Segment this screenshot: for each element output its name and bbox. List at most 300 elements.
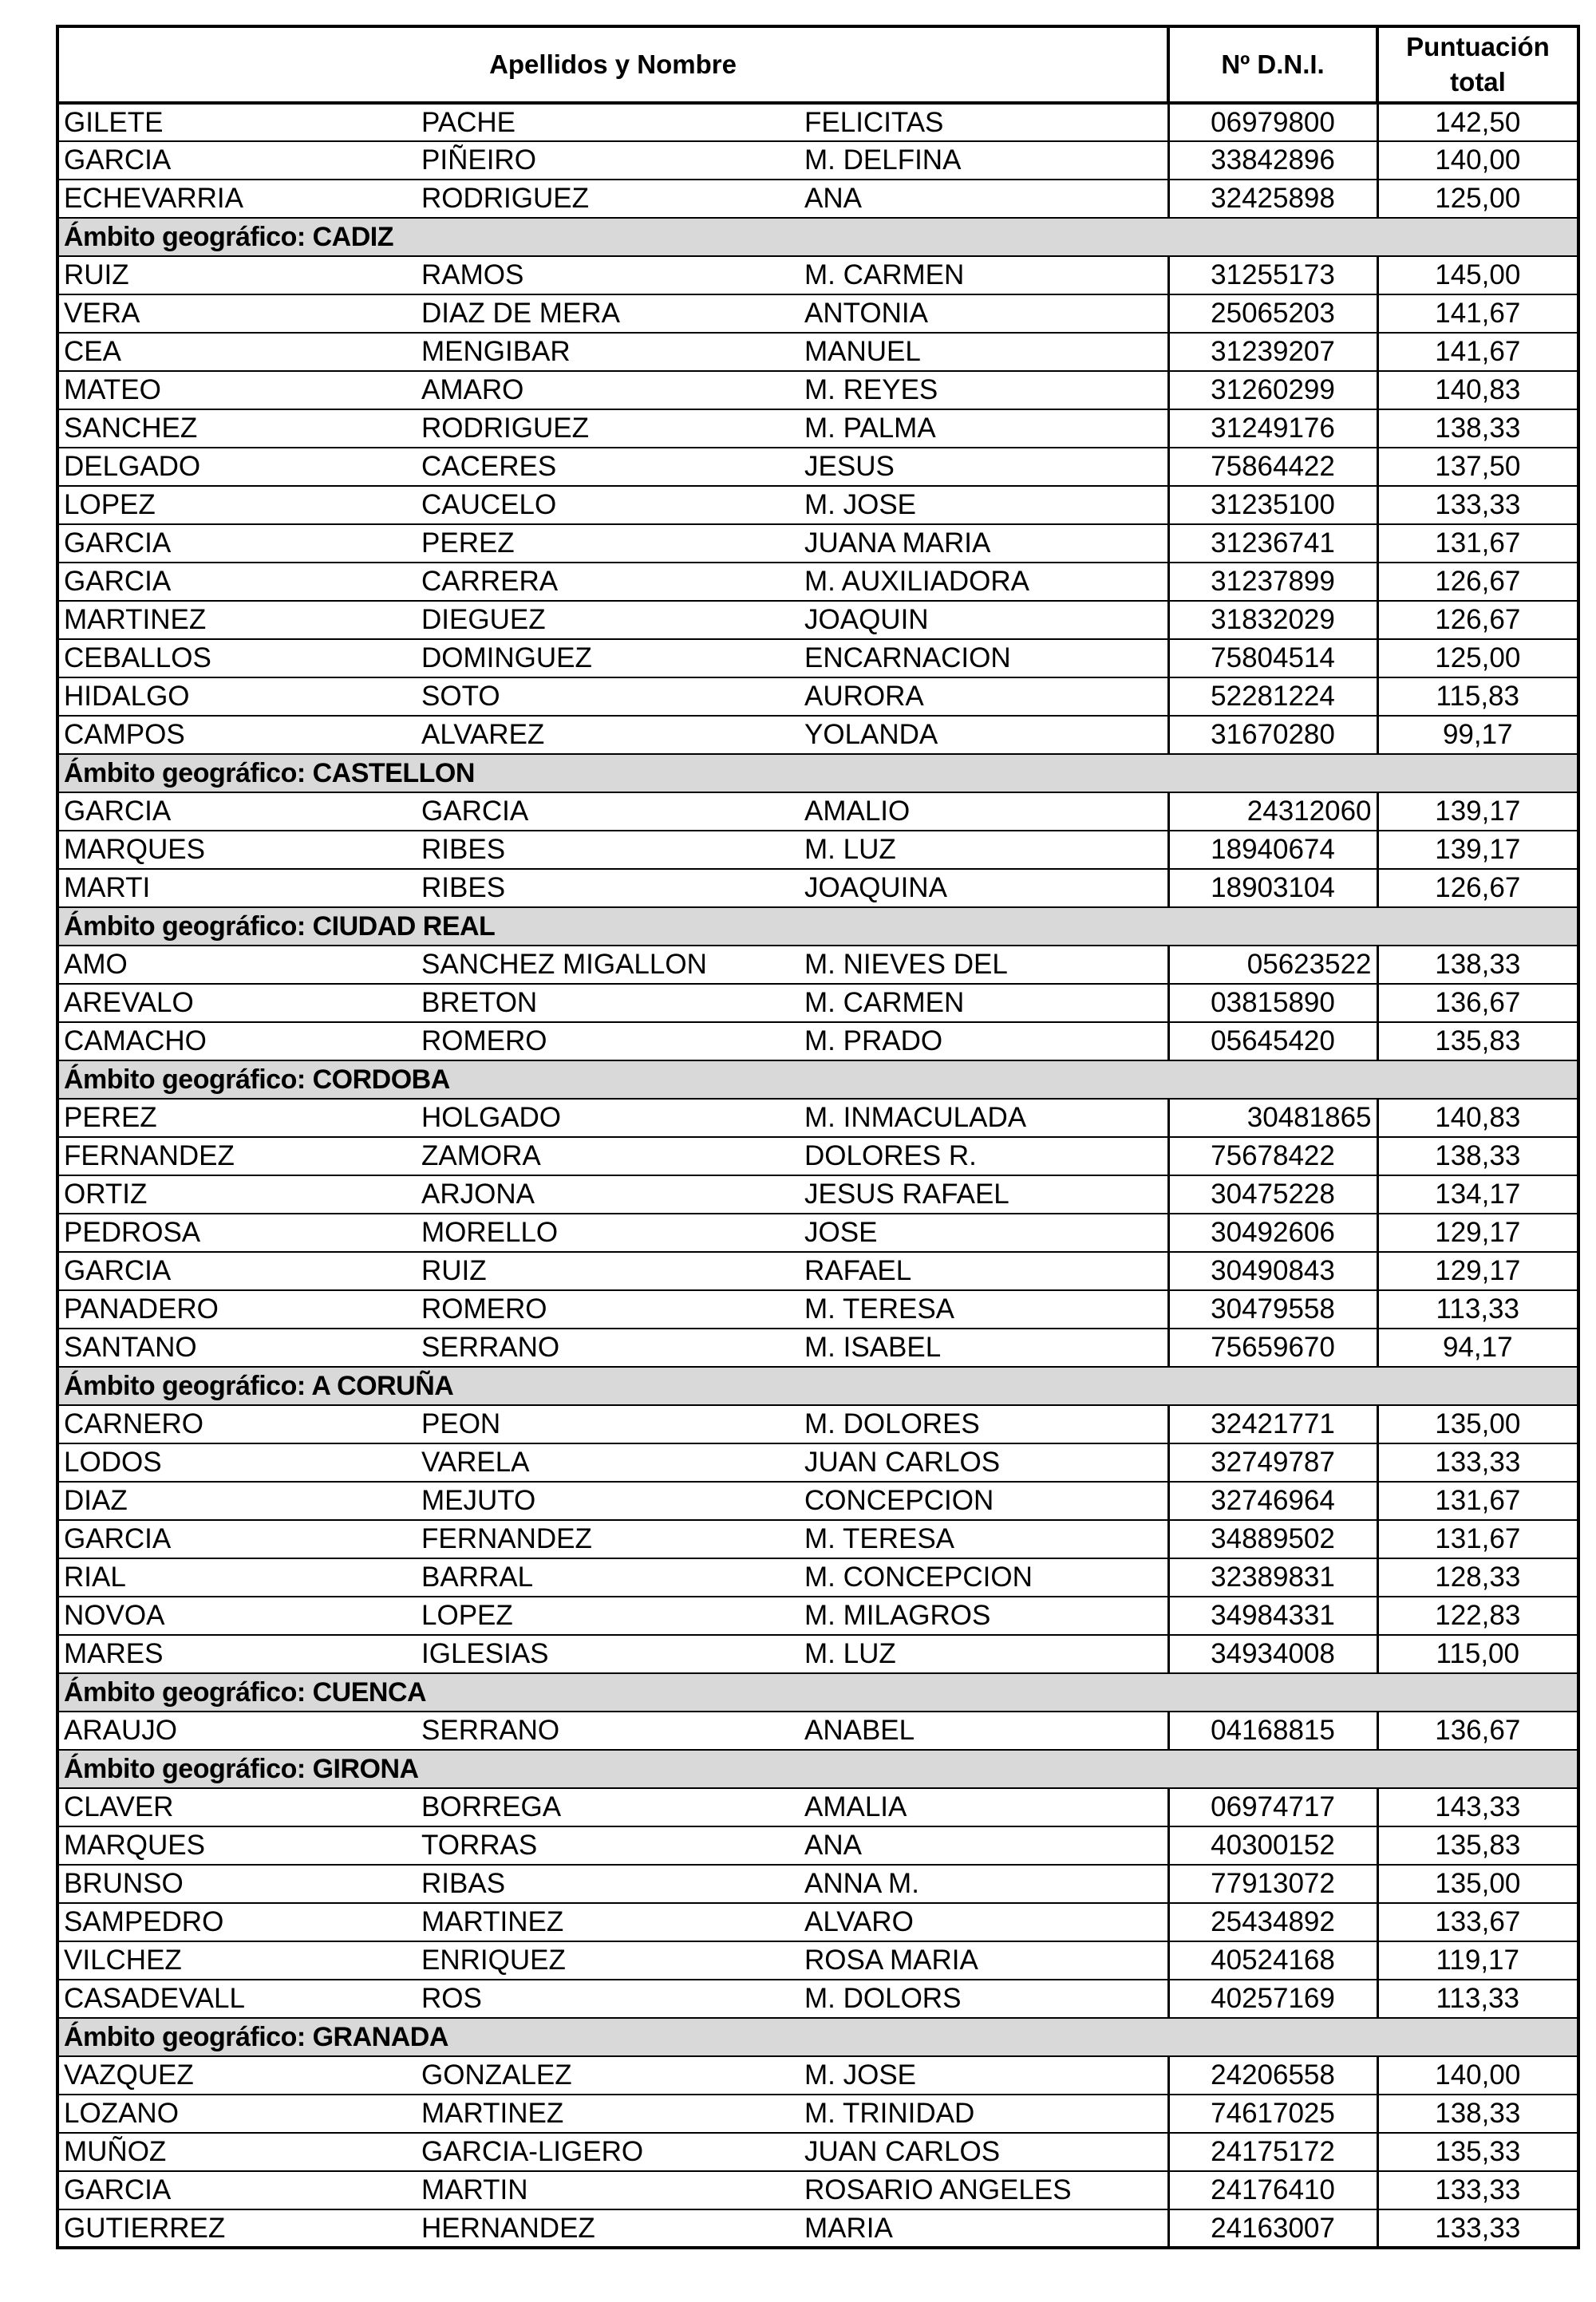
surname-2-cell: BORREGA xyxy=(417,1788,800,1826)
table-row xyxy=(57,409,1578,448)
surname-1-cell: MARTI xyxy=(57,869,417,907)
section-header-row xyxy=(57,1673,1578,1712)
surname-2-cell: PIÑEIRO xyxy=(417,141,800,180)
surname-2-cell: DOMINGUEZ xyxy=(417,639,800,677)
score-cell: 129,17 xyxy=(1377,1214,1578,1252)
surname-1-cell: MARQUES xyxy=(57,831,417,869)
candidates-table xyxy=(56,25,1580,2249)
surname-1-cell: MARES xyxy=(57,1635,417,1673)
surname-1-cell: AMO xyxy=(57,946,417,984)
dni-cell: 31260299 xyxy=(1168,371,1377,409)
surname-2-cell: RODRIGUEZ xyxy=(417,409,800,448)
section-header-row xyxy=(57,754,1578,792)
dni-cell: 31255173 xyxy=(1168,256,1377,294)
given-name-cell: JESUS RAFAEL xyxy=(800,1175,1168,1214)
given-name-cell: AMALIO xyxy=(800,792,1168,831)
table-row xyxy=(57,524,1578,563)
given-name-cell: CONCEPCION xyxy=(800,1482,1168,1520)
surname-2-cell: BRETON xyxy=(417,984,800,1022)
surname-2-cell: GARCIA-LIGERO xyxy=(417,2133,800,2171)
surname-2-cell: FERNANDEZ xyxy=(417,1520,800,1558)
score-cell: 139,17 xyxy=(1377,831,1578,869)
dni-cell: 30490843 xyxy=(1168,1252,1377,1290)
table-row xyxy=(57,1980,1578,2018)
table-row xyxy=(57,103,1578,141)
score-cell: 135,83 xyxy=(1377,1022,1578,1060)
table-row xyxy=(57,256,1578,294)
score-cell: 119,17 xyxy=(1377,1941,1578,1980)
score-cell: 113,33 xyxy=(1377,1290,1578,1329)
score-cell: 145,00 xyxy=(1377,256,1578,294)
score-cell: 125,00 xyxy=(1377,639,1578,677)
surname-1-cell: VAZQUEZ xyxy=(57,2056,417,2095)
surname-1-cell: PANADERO xyxy=(57,1290,417,1329)
score-cell: 126,67 xyxy=(1377,563,1578,601)
score-cell: 141,67 xyxy=(1377,294,1578,333)
dni-cell: 77913072 xyxy=(1168,1865,1377,1903)
given-name-cell: M. TERESA xyxy=(800,1290,1168,1329)
table-row xyxy=(57,1788,1578,1826)
surname-1-cell: LOZANO xyxy=(57,2095,417,2133)
surname-1-cell: LOPEZ xyxy=(57,486,417,524)
surname-1-cell: NOVOA xyxy=(57,1597,417,1635)
section-label: Ámbito geográfico: CORDOBA xyxy=(57,1060,1578,1099)
dni-cell: 33842896 xyxy=(1168,141,1377,180)
surname-1-cell: BRUNSO xyxy=(57,1865,417,1903)
score-cell: 94,17 xyxy=(1377,1329,1578,1367)
score-cell: 115,83 xyxy=(1377,677,1578,716)
table-row xyxy=(57,333,1578,371)
section-header-row xyxy=(57,1367,1578,1405)
table-row xyxy=(57,869,1578,907)
section-label: Ámbito geográfico: CIUDAD REAL xyxy=(57,907,1578,946)
surname-1-cell: MUÑOZ xyxy=(57,2133,417,2171)
surname-1-cell: SANTANO xyxy=(57,1329,417,1367)
score-cell: 131,67 xyxy=(1377,1520,1578,1558)
surname-1-cell: GARCIA xyxy=(57,563,417,601)
surname-2-cell: RODRIGUEZ xyxy=(417,180,800,218)
surname-2-cell: ENRIQUEZ xyxy=(417,1941,800,1980)
surname-2-cell: RUIZ xyxy=(417,1252,800,1290)
given-name-cell: M. CONCEPCION xyxy=(800,1558,1168,1597)
given-name-cell: ANA xyxy=(800,1826,1168,1865)
surname-2-cell: BARRAL xyxy=(417,1558,800,1597)
surname-1-cell: CEA xyxy=(57,333,417,371)
surname-2-cell: AMARO xyxy=(417,371,800,409)
surname-2-cell: MEJUTO xyxy=(417,1482,800,1520)
surname-2-cell: PACHE xyxy=(417,103,800,141)
given-name-cell: MARIA xyxy=(800,2209,1168,2248)
score-cell: 131,67 xyxy=(1377,1482,1578,1520)
surname-1-cell: GARCIA xyxy=(57,141,417,180)
dni-cell: 75804514 xyxy=(1168,639,1377,677)
surname-2-cell: DIAZ DE MERA xyxy=(417,294,800,333)
surname-1-cell: ARAUJO xyxy=(57,1712,417,1750)
dni-cell: 30492606 xyxy=(1168,1214,1377,1252)
surname-1-cell: GUTIERREZ xyxy=(57,2209,417,2248)
surname-1-cell: CLAVER xyxy=(57,1788,417,1826)
table-row xyxy=(57,1903,1578,1941)
given-name-cell: JUAN CARLOS xyxy=(800,1443,1168,1482)
table-row xyxy=(57,1597,1578,1635)
surname-2-cell: RAMOS xyxy=(417,256,800,294)
given-name-cell: JESUS xyxy=(800,448,1168,486)
given-name-cell: RAFAEL xyxy=(800,1252,1168,1290)
given-name-cell: M. DELFINA xyxy=(800,141,1168,180)
surname-1-cell: VILCHEZ xyxy=(57,1941,417,1980)
surname-2-cell: CARRERA xyxy=(417,563,800,601)
dni-cell: 31236741 xyxy=(1168,524,1377,563)
score-cell: 138,33 xyxy=(1377,1137,1578,1175)
table-row xyxy=(57,1022,1578,1060)
table-row xyxy=(57,563,1578,601)
surname-1-cell: RUIZ xyxy=(57,256,417,294)
score-cell: 139,17 xyxy=(1377,792,1578,831)
surname-1-cell: ORTIZ xyxy=(57,1175,417,1214)
table-row xyxy=(57,1252,1578,1290)
table-row xyxy=(57,2171,1578,2209)
surname-1-cell: CAMPOS xyxy=(57,716,417,754)
table-row xyxy=(57,1558,1578,1597)
dni-cell: 40257169 xyxy=(1168,1980,1377,2018)
surname-1-cell: MARQUES xyxy=(57,1826,417,1865)
table-row xyxy=(57,984,1578,1022)
score-cell: 115,00 xyxy=(1377,1635,1578,1673)
score-cell: 143,33 xyxy=(1377,1788,1578,1826)
surname-1-cell: CARNERO xyxy=(57,1405,417,1443)
dni-cell: 03815890 xyxy=(1168,984,1377,1022)
score-cell: 133,33 xyxy=(1377,2171,1578,2209)
header-dni: Nº D.N.I. xyxy=(1168,26,1377,103)
table-row xyxy=(57,2056,1578,2095)
surname-2-cell: IGLESIAS xyxy=(417,1635,800,1673)
surname-1-cell: LODOS xyxy=(57,1443,417,1482)
table-row xyxy=(57,1865,1578,1903)
section-header-row xyxy=(57,218,1578,256)
surname-1-cell: GARCIA xyxy=(57,1252,417,1290)
given-name-cell: M. LUZ xyxy=(800,831,1168,869)
given-name-cell: ANABEL xyxy=(800,1712,1168,1750)
given-name-cell: M. CARMEN xyxy=(800,984,1168,1022)
surname-2-cell: SANCHEZ MIGALLON xyxy=(417,946,800,984)
header-score: Puntuación total xyxy=(1377,26,1578,103)
surname-2-cell: MORELLO xyxy=(417,1214,800,1252)
surname-2-cell: ALVAREZ xyxy=(417,716,800,754)
table-row xyxy=(57,180,1578,218)
score-cell: 141,67 xyxy=(1377,333,1578,371)
table-row xyxy=(57,141,1578,180)
table-row xyxy=(57,1443,1578,1482)
surname-1-cell: GARCIA xyxy=(57,524,417,563)
score-cell: 126,67 xyxy=(1377,601,1578,639)
surname-2-cell: HOLGADO xyxy=(417,1099,800,1137)
table-row xyxy=(57,1482,1578,1520)
dni-cell: 24163007 xyxy=(1168,2209,1377,2248)
dni-cell: 30475228 xyxy=(1168,1175,1377,1214)
dni-cell: 34889502 xyxy=(1168,1520,1377,1558)
given-name-cell: M. PRADO xyxy=(800,1022,1168,1060)
score-cell: 99,17 xyxy=(1377,716,1578,754)
dni-cell: 05623522 xyxy=(1168,946,1377,984)
given-name-cell: M. DOLORES xyxy=(800,1405,1168,1443)
surname-2-cell: VARELA xyxy=(417,1443,800,1482)
score-cell: 126,67 xyxy=(1377,869,1578,907)
given-name-cell: MANUEL xyxy=(800,333,1168,371)
surname-2-cell: DIEGUEZ xyxy=(417,601,800,639)
dni-cell: 31235100 xyxy=(1168,486,1377,524)
dni-cell: 75864422 xyxy=(1168,448,1377,486)
score-cell: 135,83 xyxy=(1377,1826,1578,1865)
score-cell: 142,50 xyxy=(1377,103,1578,141)
table-row xyxy=(57,2133,1578,2171)
section-label: Ámbito geográfico: GRANADA xyxy=(57,2018,1578,2056)
given-name-cell: M. TERESA xyxy=(800,1520,1168,1558)
surname-1-cell: VERA xyxy=(57,294,417,333)
surname-1-cell: GARCIA xyxy=(57,2171,417,2209)
header-name: Apellidos y Nombre xyxy=(57,26,1168,103)
dni-cell: 32421771 xyxy=(1168,1405,1377,1443)
dni-cell: 04168815 xyxy=(1168,1712,1377,1750)
given-name-cell: ROSARIO ANGELES xyxy=(800,2171,1168,2209)
dni-cell: 75678422 xyxy=(1168,1137,1377,1175)
given-name-cell: M. LUZ xyxy=(800,1635,1168,1673)
section-label: Ámbito geográfico: A CORUÑA xyxy=(57,1367,1578,1405)
surname-1-cell: CAMACHO xyxy=(57,1022,417,1060)
dni-cell: 32389831 xyxy=(1168,1558,1377,1597)
surname-1-cell: AREVALO xyxy=(57,984,417,1022)
given-name-cell: M. NIEVES DEL xyxy=(800,946,1168,984)
score-cell: 138,33 xyxy=(1377,409,1578,448)
dni-cell: 30479558 xyxy=(1168,1290,1377,1329)
dni-cell: 31239207 xyxy=(1168,333,1377,371)
section-header-row xyxy=(57,907,1578,946)
table-row xyxy=(57,1099,1578,1137)
given-name-cell: M. TRINIDAD xyxy=(800,2095,1168,2133)
dni-cell: 31832029 xyxy=(1168,601,1377,639)
surname-1-cell: GARCIA xyxy=(57,792,417,831)
given-name-cell: DOLORES R. xyxy=(800,1137,1168,1175)
given-name-cell: M. AUXILIADORA xyxy=(800,563,1168,601)
dni-cell: 32749787 xyxy=(1168,1443,1377,1482)
score-cell: 138,33 xyxy=(1377,2095,1578,2133)
surname-1-cell: GARCIA xyxy=(57,1520,417,1558)
given-name-cell: ANA xyxy=(800,180,1168,218)
given-name-cell: M. MILAGROS xyxy=(800,1597,1168,1635)
surname-1-cell: FERNANDEZ xyxy=(57,1137,417,1175)
given-name-cell: JOSE xyxy=(800,1214,1168,1252)
given-name-cell: AURORA xyxy=(800,677,1168,716)
score-cell: 135,00 xyxy=(1377,1405,1578,1443)
surname-1-cell: PEREZ xyxy=(57,1099,417,1137)
given-name-cell: M. REYES xyxy=(800,371,1168,409)
given-name-cell: M. JOSE xyxy=(800,486,1168,524)
table-row xyxy=(57,1635,1578,1673)
dni-cell: 25065203 xyxy=(1168,294,1377,333)
score-cell: 131,67 xyxy=(1377,524,1578,563)
score-cell: 136,67 xyxy=(1377,984,1578,1022)
score-cell: 133,33 xyxy=(1377,2209,1578,2248)
score-cell: 133,67 xyxy=(1377,1903,1578,1941)
score-cell: 140,00 xyxy=(1377,141,1578,180)
score-cell: 128,33 xyxy=(1377,1558,1578,1597)
surname-1-cell: DELGADO xyxy=(57,448,417,486)
table-row xyxy=(57,792,1578,831)
surname-1-cell: CASADEVALL xyxy=(57,1980,417,2018)
given-name-cell: ENCARNACION xyxy=(800,639,1168,677)
surname-2-cell: MARTINEZ xyxy=(417,2095,800,2133)
dni-cell: 25434892 xyxy=(1168,1903,1377,1941)
surname-2-cell: HERNANDEZ xyxy=(417,2209,800,2248)
dni-cell: 40300152 xyxy=(1168,1826,1377,1865)
table-row xyxy=(57,1137,1578,1175)
surname-2-cell: ROMERO xyxy=(417,1290,800,1329)
table-row xyxy=(57,1290,1578,1329)
dni-cell: 40524168 xyxy=(1168,1941,1377,1980)
given-name-cell: YOLANDA xyxy=(800,716,1168,754)
table-row xyxy=(57,371,1578,409)
surname-2-cell: TORRAS xyxy=(417,1826,800,1865)
score-cell: 138,33 xyxy=(1377,946,1578,984)
score-cell: 136,67 xyxy=(1377,1712,1578,1750)
score-cell: 140,83 xyxy=(1377,1099,1578,1137)
given-name-cell: ALVARO xyxy=(800,1903,1168,1941)
section-header-row xyxy=(57,1750,1578,1788)
surname-2-cell: PEREZ xyxy=(417,524,800,563)
score-cell: 134,17 xyxy=(1377,1175,1578,1214)
surname-1-cell: MATEO xyxy=(57,371,417,409)
dni-cell: 52281224 xyxy=(1168,677,1377,716)
surname-2-cell: CAUCELO xyxy=(417,486,800,524)
surname-1-cell: DIAZ xyxy=(57,1482,417,1520)
surname-2-cell: ROS xyxy=(417,1980,800,2018)
table-row xyxy=(57,831,1578,869)
given-name-cell: FELICITAS xyxy=(800,103,1168,141)
table-row xyxy=(57,1826,1578,1865)
surname-1-cell: ECHEVARRIA xyxy=(57,180,417,218)
given-name-cell: ANNA M. xyxy=(800,1865,1168,1903)
dni-cell: 34934008 xyxy=(1168,1635,1377,1673)
given-name-cell: ANTONIA xyxy=(800,294,1168,333)
score-cell: 135,33 xyxy=(1377,2133,1578,2171)
score-cell: 125,00 xyxy=(1377,180,1578,218)
surname-1-cell: MARTINEZ xyxy=(57,601,417,639)
dni-cell: 05645420 xyxy=(1168,1022,1377,1060)
score-cell: 133,33 xyxy=(1377,486,1578,524)
surname-1-cell: SANCHEZ xyxy=(57,409,417,448)
score-cell: 113,33 xyxy=(1377,1980,1578,2018)
score-cell: 133,33 xyxy=(1377,1443,1578,1482)
table-row xyxy=(57,946,1578,984)
dni-cell: 18903104 xyxy=(1168,869,1377,907)
surname-2-cell: ARJONA xyxy=(417,1175,800,1214)
dni-cell: 24206558 xyxy=(1168,2056,1377,2095)
table-row xyxy=(57,1520,1578,1558)
section-label: Ámbito geográfico: CADIZ xyxy=(57,218,1578,256)
table-header-row xyxy=(57,26,1578,103)
dni-cell: 24175172 xyxy=(1168,2133,1377,2171)
table-row xyxy=(57,2209,1578,2248)
surname-2-cell: LOPEZ xyxy=(417,1597,800,1635)
surname-2-cell: SOTO xyxy=(417,677,800,716)
score-cell: 137,50 xyxy=(1377,448,1578,486)
given-name-cell: M. PALMA xyxy=(800,409,1168,448)
given-name-cell: M. CARMEN xyxy=(800,256,1168,294)
table-body xyxy=(57,103,1578,2248)
given-name-cell: ROSA MARIA xyxy=(800,1941,1168,1980)
table-row xyxy=(57,1712,1578,1750)
surname-2-cell: MARTIN xyxy=(417,2171,800,2209)
section-header-row xyxy=(57,1060,1578,1099)
surname-1-cell: CEBALLOS xyxy=(57,639,417,677)
table-row xyxy=(57,1329,1578,1367)
section-label: Ámbito geográfico: GIRONA xyxy=(57,1750,1578,1788)
section-label: Ámbito geográfico: CASTELLON xyxy=(57,754,1578,792)
surname-2-cell: ROMERO xyxy=(417,1022,800,1060)
surname-2-cell: SERRANO xyxy=(417,1712,800,1750)
given-name-cell: JUANA MARIA xyxy=(800,524,1168,563)
dni-cell: 24312060 xyxy=(1168,792,1377,831)
dni-cell: 74617025 xyxy=(1168,2095,1377,2133)
dni-cell: 30481865 xyxy=(1168,1099,1377,1137)
given-name-cell: M. ISABEL xyxy=(800,1329,1168,1367)
given-name-cell: M. DOLORS xyxy=(800,1980,1168,2018)
given-name-cell: JOAQUINA xyxy=(800,869,1168,907)
table-row xyxy=(57,1405,1578,1443)
surname-1-cell: SAMPEDRO xyxy=(57,1903,417,1941)
dni-cell: 06979800 xyxy=(1168,103,1377,141)
surname-2-cell: RIBES xyxy=(417,831,800,869)
surname-2-cell: GONZALEZ xyxy=(417,2056,800,2095)
score-cell: 140,83 xyxy=(1377,371,1578,409)
dni-cell: 32425898 xyxy=(1168,180,1377,218)
dni-cell: 34984331 xyxy=(1168,1597,1377,1635)
table-row xyxy=(57,1175,1578,1214)
table-row xyxy=(57,448,1578,486)
surname-1-cell: PEDROSA xyxy=(57,1214,417,1252)
surname-2-cell: SERRANO xyxy=(417,1329,800,1367)
surname-2-cell: RIBAS xyxy=(417,1865,800,1903)
table-row xyxy=(57,486,1578,524)
table-row xyxy=(57,1214,1578,1252)
table-row xyxy=(57,601,1578,639)
given-name-cell: M. JOSE xyxy=(800,2056,1168,2095)
surname-2-cell: MENGIBAR xyxy=(417,333,800,371)
surname-2-cell: RIBES xyxy=(417,869,800,907)
dni-cell: 18940674 xyxy=(1168,831,1377,869)
surname-2-cell: PEON xyxy=(417,1405,800,1443)
surname-1-cell: RIAL xyxy=(57,1558,417,1597)
surname-2-cell: ZAMORA xyxy=(417,1137,800,1175)
table-row xyxy=(57,2095,1578,2133)
score-list-sheet xyxy=(56,25,1577,2249)
dni-cell: 06974717 xyxy=(1168,1788,1377,1826)
given-name-cell: JOAQUIN xyxy=(800,601,1168,639)
surname-1-cell: GILETE xyxy=(57,103,417,141)
score-cell: 135,00 xyxy=(1377,1865,1578,1903)
table-row xyxy=(57,1941,1578,1980)
dni-cell: 31670280 xyxy=(1168,716,1377,754)
table-row xyxy=(57,294,1578,333)
section-header-row xyxy=(57,2018,1578,2056)
surname-2-cell: MARTINEZ xyxy=(417,1903,800,1941)
surname-1-cell: HIDALGO xyxy=(57,677,417,716)
dni-cell: 75659670 xyxy=(1168,1329,1377,1367)
score-cell: 129,17 xyxy=(1377,1252,1578,1290)
given-name-cell: AMALIA xyxy=(800,1788,1168,1826)
table-row xyxy=(57,639,1578,677)
table-row xyxy=(57,677,1578,716)
dni-cell: 31237899 xyxy=(1168,563,1377,601)
